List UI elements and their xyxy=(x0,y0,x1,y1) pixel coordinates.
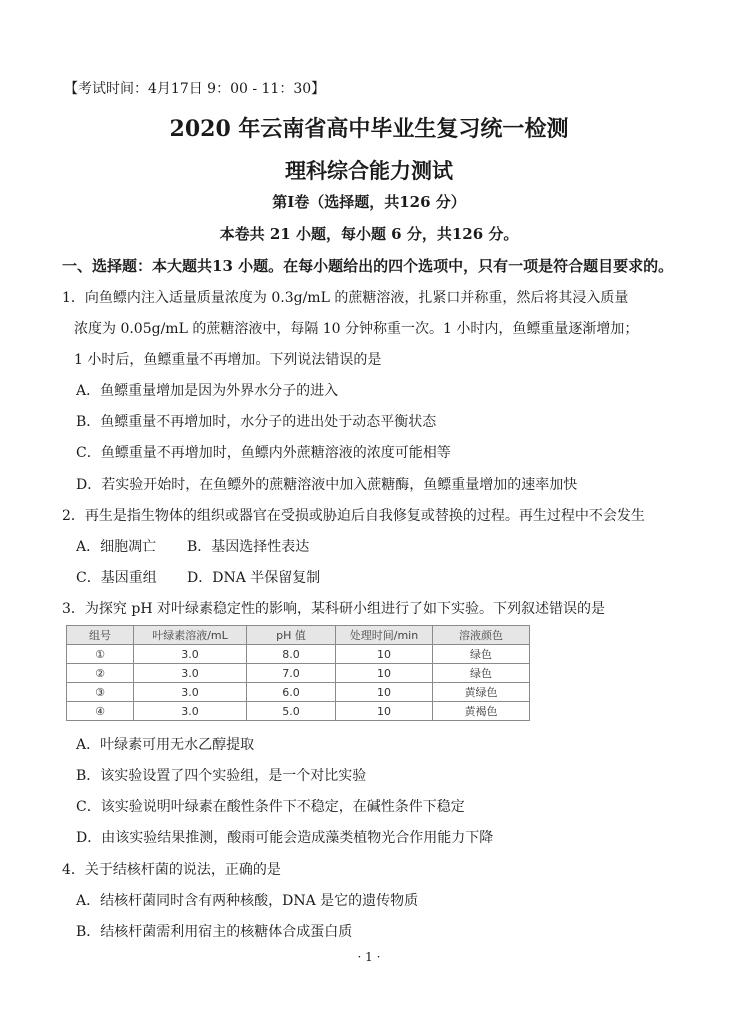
table-cell: 黄绿色 xyxy=(433,683,530,702)
table-header-cell: 叶绿素溶液/mL xyxy=(134,626,247,645)
q4-option-a: A．结核杆菌同时含有两种核酸，DNA 是它的遗传物质 xyxy=(76,893,419,909)
table-cell: 绿色 xyxy=(433,645,530,664)
table-cell: ② xyxy=(67,664,134,683)
table-cell: 黄褐色 xyxy=(433,702,530,721)
page-number: · 1 · xyxy=(357,950,381,964)
table-cell: 3.0 xyxy=(134,664,247,683)
q1-stem-line3: 1 小时后，鱼鳔重量不再增加。下列说法错误的是 xyxy=(74,352,382,368)
q3-option-b: B．该实验设置了四个实验组，是一个对比实验 xyxy=(76,768,367,784)
q2-option-b: B．基因选择性表达 xyxy=(187,539,310,555)
table-row xyxy=(67,683,530,702)
table-cell: 10 xyxy=(336,702,433,721)
table-cell: ③ xyxy=(67,683,134,702)
part-note: 本卷共 21 小题，每小题 6 分，共126 分。 xyxy=(219,225,519,243)
q3-option-d: D．由该实验结果推测，酸雨可能会造成藻类植物光合作用能力下降 xyxy=(76,830,494,846)
table-row xyxy=(67,702,530,721)
table-cell: 8.0 xyxy=(247,645,336,664)
q4-option-b: B．结核杆菌需利用宿主的核糖体合成蛋白质 xyxy=(76,924,353,940)
q1-stem-line2: 浓度为 0.05g/mL 的蔗糖溶液中，每隔 10 分钟称重一次。1 小时内，鱼鳔重量逐渐增加； xyxy=(74,321,639,337)
q1-option-a: A．鱼鳔重量增加是因为外界水分子的进入 xyxy=(76,383,339,399)
exam-subtitle: 理科综合能力测试 xyxy=(285,158,453,183)
table-header-cell: pH 值 xyxy=(247,626,336,645)
q3-option-a: A．叶绿素可用无水乙醇提取 xyxy=(76,737,255,753)
table-row xyxy=(67,664,530,683)
q2-option-a: A．细胞凋亡 xyxy=(76,539,157,555)
q3-option-c: C．该实验说明叶绿素在酸性条件下不稳定，在碱性条件下稳定 xyxy=(76,799,465,815)
q2-option-d: D．DNA 半保留复制 xyxy=(187,570,321,586)
q1-option-c: C．鱼鳔重量不再增加时，鱼鳔内外蔗糖溶液的浓度可能相等 xyxy=(76,445,451,461)
table-header-row xyxy=(67,626,530,645)
table-cell: 6.0 xyxy=(247,683,336,702)
q2-stem: 2．再生是指生物体的组织或器官在受损或胁迫后自我修复或替换的过程。再生过程中不会发生 xyxy=(62,508,645,524)
table-header-cell: 组号 xyxy=(67,626,134,645)
table-cell: 10 xyxy=(336,683,433,702)
table-cell: 10 xyxy=(336,664,433,683)
table-cell: 绿色 xyxy=(433,664,530,683)
q2-option-c: C．基因重组 xyxy=(76,570,157,586)
table-cell: 3.0 xyxy=(134,702,247,721)
q1-option-d: D．若实验开始时，在鱼鳔外的蔗糖溶液中加入蔗糖酶，鱼鳔重量增加的速率加快 xyxy=(76,477,578,493)
section-heading: 一、选择题：本大题共13 小题。在每小题给出的四个选项中，只有一项是符合题目要求的。 xyxy=(62,257,674,275)
table-cell: ④ xyxy=(67,702,134,721)
table-cell: ① xyxy=(67,645,134,664)
exam-time: 【考试时间：4月17日 9：00 - 11：30】 xyxy=(64,81,326,97)
q1-option-b: B．鱼鳔重量不再增加时，水分子的进出处于动态平衡状态 xyxy=(76,414,437,430)
table-header-cell: 处理时间/min xyxy=(336,626,433,645)
part-heading: 第Ⅰ卷（选择题，共126 分） xyxy=(272,193,466,211)
q4-stem: 4．关于结核杆菌的说法，正确的是 xyxy=(62,862,281,878)
table-cell: 10 xyxy=(336,645,433,664)
table-header-cell: 溶液颜色 xyxy=(433,626,530,645)
ph-experiment-table xyxy=(66,625,530,721)
table-row xyxy=(67,645,530,664)
table-cell: 5.0 xyxy=(247,702,336,721)
exam-title: 2020 年云南省高中毕业生复习统一检测 xyxy=(169,116,569,142)
table-cell: 7.0 xyxy=(247,664,336,683)
q1-stem-line1: 1．向鱼鳔内注入适量质量浓度为 0.3g/mL 的蔗糖溶液，扎紧口并称重，然后将其浸入质量 xyxy=(62,290,629,306)
table-cell: 3.0 xyxy=(134,683,247,702)
table-cell: 3.0 xyxy=(134,645,247,664)
q3-stem: 3．为探究 pH 对叶绿素稳定性的影响，某科研小组进行了如下实验。下列叙述错误的是 xyxy=(62,601,605,617)
